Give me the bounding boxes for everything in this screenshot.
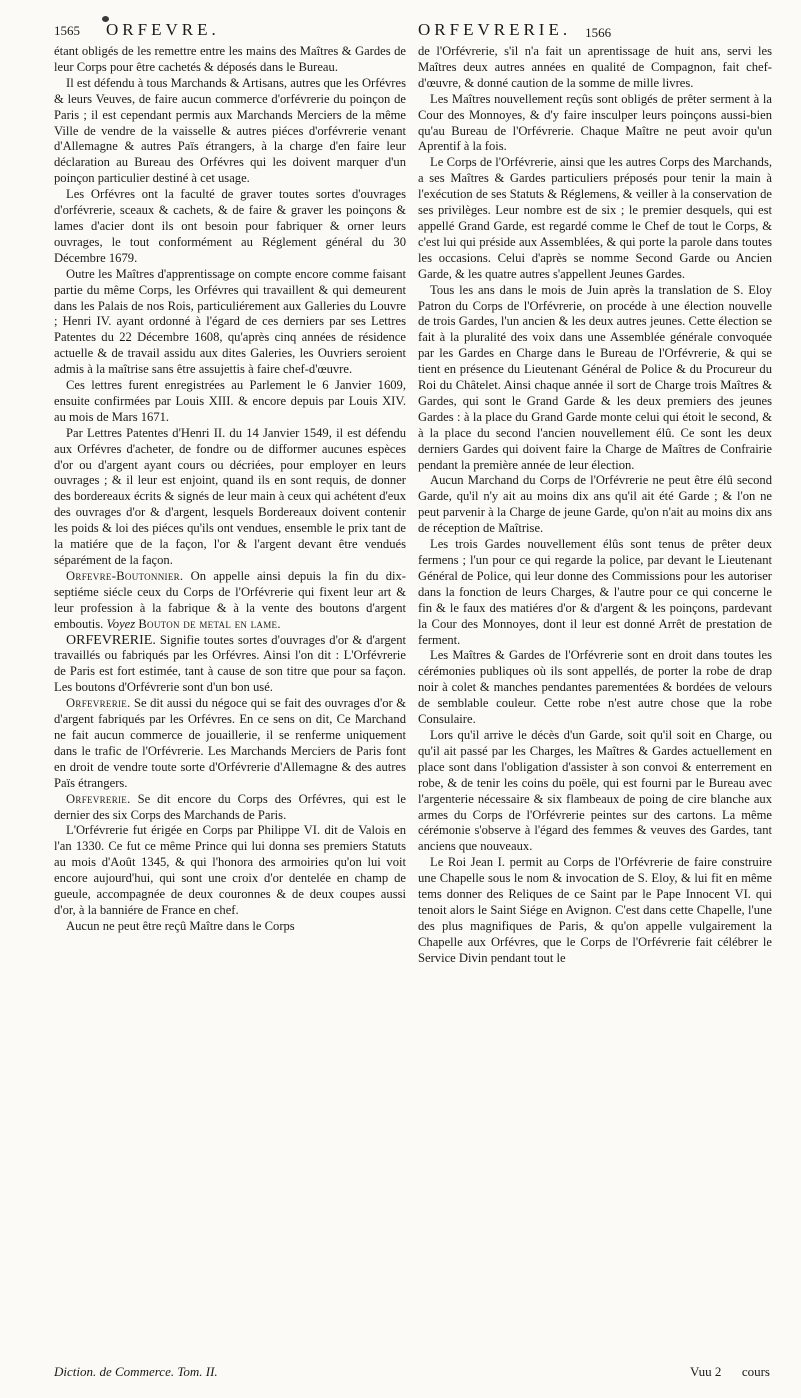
paragraph: Outre les Maîtres d'apprentissage on compte encore comme faisant partie du même Corps, les Orfévres qui travaillent & qui demeurent dans les Palais de nos Rois, particuliérement aux Galleries du Louvre ; Henri IV. ayant ordonné à l'égard de ces derniers par ses Lettres Patentes du 22 Décembre 1608, qu'après cinq années de résidence actuelle & de travail assidu aux dites Galeries, les Ouvriers seroient admis à la maîtrise sans être assujettis à faire chef-d'œuvre. <box>54 266 406 377</box>
entry-orfevrerie <box>54 633 406 697</box>
paragraph: L'Orfévrerie fut érigée en Corps par Philippe VI. dit de Valois en l'an 1330. Ce fut ce même Prince qui lui donna ses premiers Statuts au mois d'Août 1345, & qui l'honora des armoiries qu'on lui voit encore aujourd'hui, qui sont une croix d'or dentelée en champ de gueule, accompagnée de deux couronnes & de deux coupes aussi d'or, à la banniére de France en chef. <box>54 823 406 917</box>
paragraph: Les Orfévres ont la faculté de graver toutes sortes d'ouvrages d'orfévrerie, sceaux & cachets, & de faire & graver les poinçons & lames d'acier dont ils ont besoin pour fabriquer & orner leurs ouvrages, le tout conformément au Réglement général du 30 Décembre 1679. <box>54 187 406 265</box>
paragraph: Le Roi Jean I. permit au Corps de l'Orfévrerie de faire construire une Chapelle sous le nom & invocation de S. Eloy, & lui fit en même tems donner des Reliques de ce Saint par le Pape Innocent VI. qui tenoit alors le Saint Siége en Avignon. C'est dans cette Chapelle, l'une des plus magnifiques de Paris, & qu'on appelle vulgairement la Chapelle aux Orfévres, que le Corps de l'Orfévrerie fait célébrer le Service Divin pendant tout le <box>418 855 772 965</box>
paragraph: Lors qu'il arrive le décès d'un Garde, soit qu'il soit en Charge, ou qu'il ait passé par les Charges, les Maîtres & Gardes actuellement en place sont dans l'obligation d'assister à son convoi & enterrement en robe, & de tenir les coins du poële, qui est fourni par le Bureau avec l'argenterie nécessaire & six flambeaux de poing de cire blanche aux armes du Corps de l'Orfévrerie peintes sur des cartons. La même cérémonie s'observe à l'égard des femmes & veuves des Gardes, tant anciens que nouveaux. <box>418 727 772 854</box>
right-page-header <box>418 20 611 40</box>
left-page-number: 1565 <box>54 23 80 38</box>
catchword: cours <box>741 1364 770 1379</box>
paragraph: Ces lettres furent enregistrées au Parlement le 6 Janvier 1609, ensuite confirmées par Louis XIII. & encore depuis par Louis XIV. au mois de Mars 1671. <box>54 378 406 424</box>
left-column <box>54 44 406 935</box>
paragraph: Par Lettres Patentes d'Henri II. du 14 Janvier 1549, il est défendu aux Orfévres d'acheter, de fondre ou de difformer aucunes espèces d'or ou d'argent ayant cours ou décriées, pour employer en leurs ouvrages ; & il leur est enjoint, quand ils en sont requis, de donner des bordereaux écrits & signés de leur main à ceux qui achétent d'eux des ouvrages d'or & d'argent, lesquels Bordereaux doivent contenir les poids & loi des piéces qu'ils ont vendues, ensemble le prix tant de la matiére que de la façon, l'or & l'argent devant être vendués séparément de la façon. <box>54 425 406 567</box>
paragraph: étant obligés de les remettre entre les mains des Maîtres & Gardes de leur Corps pour être cachetés & déposés dans le Bureau. <box>54 44 406 74</box>
footer-source: Diction. de Commerce. Tom. II. <box>54 1364 218 1379</box>
entry-text: On appelle ainsi depuis la fin du dix-septiéme siécle ceux du Corps de l'Orfévrerie qui fixent leur art & leur profession à la fabrique & à la vente des boutons d'argent emboutis. <box>54 568 406 631</box>
entry-head: Orfevrerie. <box>66 791 131 806</box>
right-column <box>418 44 772 967</box>
paragraph: Les trois Gardes nouvellement élûs sont tenus de prêter deux fermens ; l'un pour ce qui regarde la police, par devant le Lieutenant Général de Police, qui leur donne des Commissions pour les autoriser dans la fonction de leurs Charges, & l'autre pour ce qui concerne le fin & le faux des matiéres d'or & d'argent & les poinçons, pardevant la Cour des Monnoyes, dont il leur est donné Arrêt de prestation de ferment. <box>418 537 772 647</box>
paragraph: Les Maîtres nouvellement reçûs sont obligés de prêter serment à la Cour des Monnoyes, & d'y faire insculper leurs poinçons aussi-bien qu'au Bureau de l'Orfévrerie. Chaque Maître ne peut avoir qu'un Aprentif à la fois. <box>418 91 772 154</box>
entry-text: Se dit encore du Corps des Orfévres, qui est le dernier des six Corps des Marchands de Paris. <box>54 791 406 822</box>
paragraph: Tous les ans dans le mois de Juin après la translation de S. Eloy Patron du Corps de l'Orfévrerie, on procéde à une élection nouvelle de trois Gardes, l'un ancien & les deux autres jeunes. Cette élection se fait à la pluralité des voix dans une Assemblée générale convoquée par les Gardes en Charge dans le Bureau de l'Orfévrerie, & qui se tient en présence du Lieutenant Général de Police & du Procureur du Roi du Châtelet. Ainsi chaque année il sort de Charge trois Maîtres & Gardes, qui sont le Grand Garde & les deux premiers des jeunes Gardes : à la place du Grand Garde monte celui qui étoit le second, & à la place du second l'ancien nouvellement élû. Ce sont les deux derniers Gardes qui doivent faire la Charge de Maîtres de Confrairie pendant la première année de leur élection. <box>418 282 772 472</box>
entry-head: Orfevre-Boutonnier. <box>66 568 184 583</box>
signature-mark: Vuu 2 <box>690 1364 722 1379</box>
left-running-title: ORFEVRE. <box>106 20 220 39</box>
cross-reference: Bouton de metal en lame. <box>138 616 281 631</box>
paragraph: Le Corps de l'Orfévrerie, ainsi que les autres Corps des Marchands, a ses Maîtres & Gardes particuliers préposés pour tenir la main à l'exécution de ses Statuts & Réglemens, & veiller à la conservation de ses privilèges. Leur nombre est de six ; le premier desquels, qui est appellé Grand Garde, est regardé comme le Chef de tout le Corps, & c'est lui qui préside aux Assemblées, & qui porte la parole dans toutes les occasions. Celui d'après se nomme Second Garde ou Ancien Garde, & les quatre autres s'appellent Jeunes Gardes. <box>418 155 772 281</box>
paragraph: Les Maîtres & Gardes de l'Orfévrerie sont en droit dans toutes les cérémonies publiques où ils sont appellés, de porter la robe de drap noir à colet & manches pendantes parementées & bordées de velours de semblable couleur. Cette robe n'est autre chose que la robe Consulaire. <box>418 648 772 727</box>
entry-head: Orfevrerie. <box>66 696 131 711</box>
entry-orfevrerie-corps <box>54 792 406 824</box>
entry-orfevrerie-negoce <box>54 696 406 791</box>
entry-orfevre-boutonnier <box>54 569 406 633</box>
paragraph: de l'Orfévrerie, s'il n'a fait un aprentissage de huit ans, servi les Maîtres deux autres années en qualité de Compagnon, fait chef-d'œuvre, & donné caution de la somme de mille livres. <box>418 44 772 90</box>
paragraph: Il est défendu à tous Marchands & Artisans, autres que les Orfévres & leurs Veuves, de faire aucun commerce d'orfévrerie du poinçon de Paris ; il est cependant permis aux Marchands Merciers de la même Ville de vendre de la vaisselle & autres piéces d'orfévrerie venant d'Allemagne & autres Païs étrangers, à la charge d'en faire leur déclaration au Bureau des Orfévres qui les doivent marquer d'un poinçon particulier destiné à cet usage. <box>54 75 406 186</box>
paragraph: Aucun ne peut être reçû Maître dans le Corps <box>66 918 295 933</box>
left-page-header <box>54 20 220 40</box>
right-running-title: ORFEVRERIE. <box>418 20 572 39</box>
cross-reference-label: Voyez <box>106 616 136 631</box>
paragraph: Aucun Marchand du Corps de l'Orfévrerie ne peut être élû second Garde, qu'il n'y ait au moins dix ans qu'il ait été Garde ; & l'on ne peut parvenir à la Charge de jeune Garde, qu'on n'ait au moins dix ans de réception de Maîtrise. <box>418 473 772 536</box>
entry-head: ORFEVRERIE. <box>66 632 156 648</box>
entry-text: Signifie toutes sortes d'ouvrages d'or & d'argent travaillés ou fabriqués par les Orfévres. Ainsi l'on dit : L'Orfévrerie de Paris est fort estimée, tant à cause de son titre que pour sa façon. Les boutons d'Orfévrerie sont d'un bon usé. <box>54 632 407 695</box>
right-page-number: 1566 <box>585 25 612 40</box>
entry-text: Se dit aussi du négoce qui se fait des ouvrages d'or & d'argent fabriqués par les Orfévres. En ce sens on dit, Ce Marchand ne fait aucun commerce de jouaillerie, il se renferme uniquement dans le trafic de l'Orfévrerie. Les Marchands Merciers de Paris font en droit de vendre toute sorte d'Orfévrerie d'Allemagne & des autres Païs étrangers. <box>54 696 406 790</box>
